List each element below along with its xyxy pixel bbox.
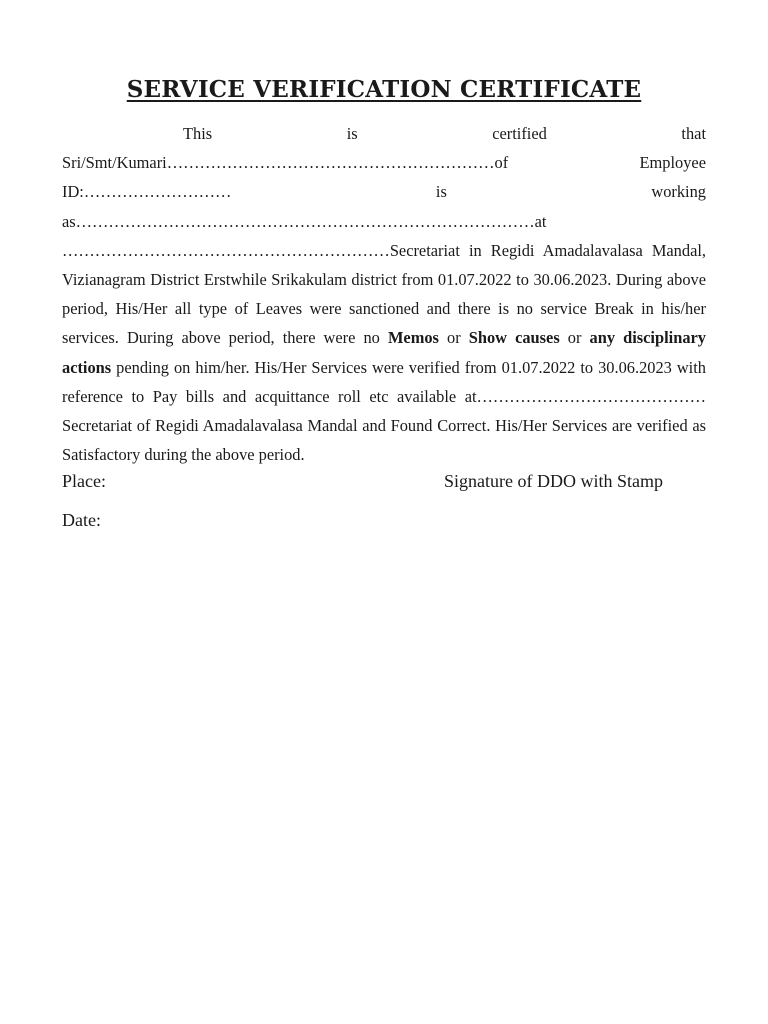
body-text-part-4: pending on him/her. His/Her Services were verified from 01.07.2022 to 30.06.2023 with reference to Pay bills and acquittance roll etc available at……………………………………Secretariat of Regidi Amadalavalasa Mandal and Found Correct. His/Her Services are verified as Satisfactory during the above period. <box>62 357 706 465</box>
certificate-title: SERVICE VERIFICATION CERTIFICATE <box>126 76 642 103</box>
disciplinary-actions-bold: any disciplinary actions <box>62 328 706 377</box>
date-label: Date: <box>62 510 101 530</box>
memos-bold: Memos <box>387 328 439 348</box>
body-text-part-2: or <box>438 328 469 348</box>
show-causes-bold: Show causes <box>468 328 560 348</box>
certificate-body <box>62 119 706 469</box>
body-text-part-1: This is certified that Sri/Smt/Kumari……………………………………………………of Employee ID:……………………… is working as…………………………………………………………………………at ……………………………………………………Secretariat in Regidi Amadalavalasa Mandal, Vizianagram District Erstwhile Srikakulam district from 01.07.2022 to 30.06.2023. During above period, His/Her all type of Leaves were sanctioned and there is no service Break in his/her services. During above period, there were no <box>62 124 706 348</box>
place-label: Place: <box>62 471 106 491</box>
body-text-part-3: or <box>559 328 590 348</box>
signature-label: Signature of DDO with Stamp <box>444 471 663 491</box>
